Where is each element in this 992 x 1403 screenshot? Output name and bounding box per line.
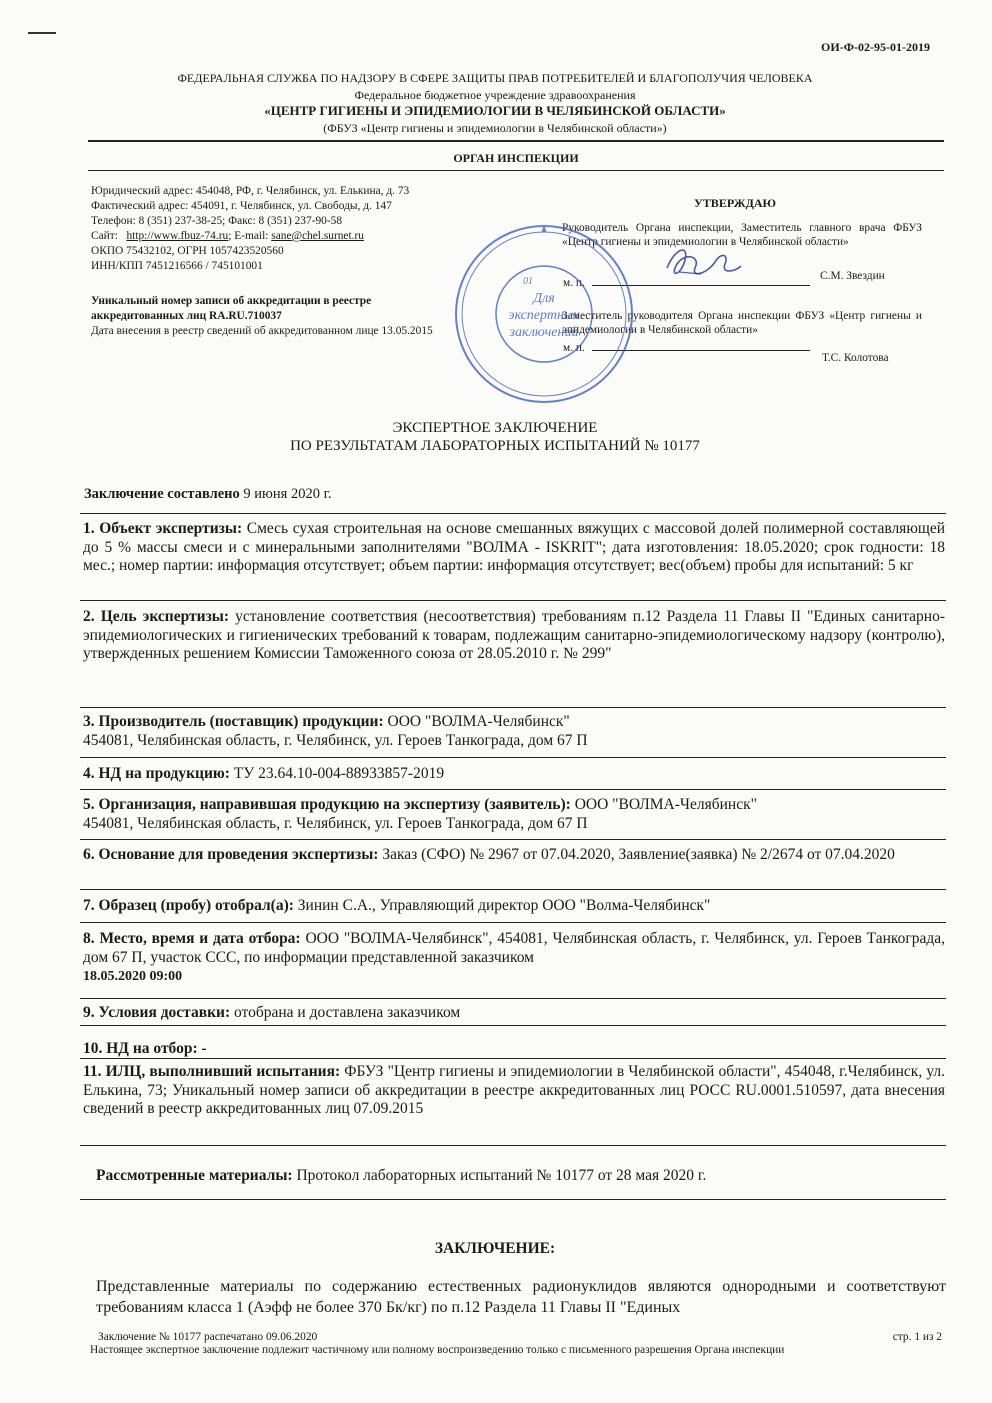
seal-text-2: экспертных bbox=[508, 308, 580, 323]
section-sampling-place bbox=[83, 930, 945, 987]
seal-text-1: Для bbox=[533, 291, 555, 306]
rule-2 bbox=[80, 707, 946, 708]
section-basis-label: 6. Основание для проведения экспертизы: bbox=[83, 846, 379, 863]
rule-6 bbox=[80, 889, 946, 890]
rule-10 bbox=[80, 1058, 946, 1059]
section-applicant bbox=[83, 796, 945, 833]
approve-heading: УТВЕРЖДАЮ bbox=[694, 196, 777, 210]
section-sampler-text: Зинин С.А., Управляющий директор ООО "Волма-Челябинск" bbox=[297, 897, 711, 914]
site-link[interactable]: http://www.fbuz-74.ru bbox=[126, 230, 229, 242]
made-date: 9 июня 2020 г. bbox=[243, 486, 332, 502]
rule-5 bbox=[80, 839, 946, 840]
rule-0 bbox=[80, 513, 946, 514]
section-delivery bbox=[83, 1004, 945, 1023]
document-subtitle: ПО РЕЗУЛЬТАТАМ ЛАБОРАТОРНЫХ ИСПЫТАНИЙ № 10177 bbox=[290, 438, 700, 454]
corner-dash bbox=[28, 32, 56, 34]
okpo-ogrn: ОКПО 75432102, ОГРН 1057423520560 bbox=[91, 245, 284, 257]
signature-scribble bbox=[655, 238, 745, 286]
email-link[interactable]: sane@chel.surnet.ru bbox=[271, 230, 364, 242]
organ-divider bbox=[88, 170, 944, 171]
site-email-line bbox=[91, 229, 409, 244]
organ-title: ОРГАН ИНСПЕКЦИИ bbox=[453, 151, 579, 165]
head-name: С.М. Звездин bbox=[820, 270, 885, 282]
header-divider bbox=[88, 140, 944, 142]
section-sampler-label: 7. Образец (пробу) отобрал(а): bbox=[83, 897, 294, 914]
section-nd-sampling-text: - bbox=[201, 1040, 207, 1057]
deputy-name: Т.С. Колотова bbox=[822, 352, 889, 364]
email-label: ; E-mail: bbox=[228, 230, 269, 242]
rule-3 bbox=[80, 757, 946, 758]
page-number: стр. 1 из 2 bbox=[892, 1331, 942, 1343]
section-nd-product-text: ТУ 23.64.10-004-88933857-2019 bbox=[233, 765, 445, 782]
footer-notice: Настоящее экспертное заключение подлежит частичному или полному воспроизведению только с письменного разрешения Органа инспекции bbox=[90, 1344, 785, 1356]
institution-short-name: (ФБУЗ «Центр гигиены и эпидемиологии в Челябинской области») bbox=[323, 121, 667, 135]
rule-11 bbox=[80, 1145, 946, 1146]
rule-9 bbox=[80, 1025, 946, 1026]
reviewed-materials bbox=[96, 1167, 946, 1186]
section-lab-text: ФБУЗ "Центр гигиены и эпидемиологии в Челябинской области", 454048, г.Челябинск, ул. Елькина, 73; Уникальный номер записи об аккредитации в реестре аккредитованных лиц РОСС RU.0001.510597, дата внесения сведений в реестр аккредитованных лиц 07.09.2015 bbox=[83, 1063, 946, 1117]
round-seal bbox=[452, 222, 636, 406]
section-nd-product bbox=[83, 765, 945, 784]
accreditation-date: Дата внесения в реестр сведений об аккредитованном лице 13.05.2015 bbox=[91, 325, 433, 337]
section-object-label: 1. Объект экспертизы: bbox=[83, 520, 243, 537]
seal-place-1: м. п. bbox=[563, 277, 585, 289]
actual-address: Фактический адрес: 454091, г. Челябинск, ул. Свободы, д. 147 bbox=[91, 200, 392, 212]
seal-place-2: м. п. bbox=[563, 342, 585, 354]
section-producer-label: 3. Производитель (поставщик) продукции: bbox=[83, 713, 384, 730]
section-sampling-place-label: 8. Место, время и дата отбора: bbox=[83, 930, 301, 947]
conclusion-heading: ЗАКЛЮЧЕНИЕ: bbox=[434, 1240, 556, 1257]
document-code: ОИ-Ф-02-95-01-2019 bbox=[821, 40, 930, 54]
rule-8 bbox=[80, 998, 946, 999]
head-title: Руководитель Органа инспекции, Заместитель главного врача ФБУЗ «Центр гигиены и эпидемиологии в Челябинской области» bbox=[562, 222, 922, 248]
rule-12 bbox=[80, 1199, 946, 1200]
seal-text-3: заключений bbox=[509, 325, 579, 340]
institution-type: Федеральное бюджетное учреждение здравоохранения bbox=[354, 88, 636, 102]
section-sampling-date: 18.05.2020 09:00 bbox=[83, 969, 183, 984]
section-nd-sampling bbox=[83, 1040, 945, 1059]
legal-address: Юридический адрес: 454048, РФ, г. Челябинск, ул. Елькина, д. 73 bbox=[91, 185, 410, 197]
accreditation-block bbox=[91, 294, 433, 339]
rule-4 bbox=[80, 789, 946, 790]
agency-name: ФЕДЕРАЛЬНАЯ СЛУЖБА ПО НАДЗОРУ В СФЕРЕ ЗАЩИТЫ ПРАВ ПОТРЕБИТЕЛЕЙ И БЛАГОПОЛУЧИЯ ЧЕЛОВЕКА bbox=[177, 71, 813, 85]
section-applicant-address: 454081, Челябинская область, г. Челябинск, ул. Героев Танкограда, дом 67 П bbox=[83, 814, 588, 832]
section-applicant-text: ООО "ВОЛМА-Челябинск" bbox=[574, 796, 757, 813]
section-nd-sampling-label: 10. НД на отбор: bbox=[83, 1040, 198, 1057]
section-delivery-text: отобрана и доставлена заказчиком bbox=[234, 1004, 461, 1021]
contacts-block bbox=[91, 184, 409, 274]
section-purpose-label: 2. Цель экспертизы: bbox=[83, 608, 230, 625]
phone-fax: Телефон: 8 (351) 237-38-25; Факс: 8 (351) 237-90-58 bbox=[91, 215, 343, 227]
rule-7 bbox=[80, 922, 946, 923]
institution-name: «ЦЕНТР ГИГИЕНЫ И ЭПИДЕМИОЛОГИИ В ЧЕЛЯБИНСКОЙ ОБЛАСТИ» bbox=[264, 103, 726, 118]
section-sampling-place-text: ООО "ВОЛМА-Челябинск", 454081, Челябинская область, г. Челябинск, ул. Героев Танкограда, дом 67 П, участок ССС, по информации представленной заказчиком bbox=[83, 930, 946, 966]
section-lab-label: 11. ИЛЦ, выполнивший испытания: bbox=[83, 1063, 341, 1080]
section-object-text: Смесь сухая строительная на основе смешанных вяжущих с массовой долей полимерной составляющей до 5 % массы смеси и с минеральными заполнителями "ВОЛМА - ISKRIT"; дата изготовления: 18.05.2020; срок годности: 18 мес.; номер партии: информация отсутствует; объем партии: информация отсутствует; вес(объем) пробы для испытаний: 5 кг bbox=[83, 520, 946, 574]
section-producer-address: 454081, Челябинская область, г. Челябинск, ул. Героев Танкограда, дом 67 П bbox=[83, 731, 588, 749]
document-title: ЭКСПЕРТНОЕ ЗАКЛЮЧЕНИЕ bbox=[392, 420, 598, 436]
rule-1 bbox=[80, 600, 946, 601]
made-label: Заключение составлено bbox=[84, 486, 240, 502]
site-label: Сайт: bbox=[91, 230, 118, 242]
conclusion-text: Представленные материалы по содержанию естественных радионуклидов являются однородными и соответствуют требованиям класса 1 (Аэфф не более 370 Бк/кг) по п.12 Раздела 11 Главы II "Единых bbox=[96, 1278, 946, 1316]
section-purpose bbox=[83, 608, 945, 664]
section-delivery-label: 9. Условия доставки: bbox=[83, 1004, 231, 1021]
section-sampler bbox=[83, 897, 945, 916]
accreditation-line2: аккредитованных лиц RA.RU.710037 bbox=[91, 310, 282, 322]
section-producer bbox=[83, 713, 945, 750]
section-producer-text: ООО "ВОЛМА-Челябинск" bbox=[387, 713, 570, 730]
accreditation-line1: Уникальный номер записи об аккредитации в реестре bbox=[91, 295, 372, 307]
inn-kpp: ИНН/КПП 7451216566 / 745101001 bbox=[91, 260, 263, 272]
section-nd-product-label: 4. НД на продукцию: bbox=[83, 765, 230, 782]
section-applicant-label: 5. Организация, направившая продукцию на экспертизу (заявитель): bbox=[83, 796, 571, 813]
section-purpose-text: установление соответствия (несоответствия) требованиям п.12 Раздела 11 Главы II "Единых санитарно-эпидемиологических и гигиенических требований к товарам, подлежащим санитарно-эпидемиологическому надзору (контролю), утвержденных решением Комиссии Таможенного союза от 28.05.2010 г. № 299" bbox=[83, 608, 945, 662]
section-lab bbox=[83, 1063, 945, 1119]
section-basis bbox=[83, 846, 945, 865]
deputy-title: Заместитель руководителя Органа инспекции ФБУЗ «Центр гигиены и эпидемиологии в Челябинской области» bbox=[562, 310, 922, 336]
section-basis-text: Заказ (СФО) № 2967 от 07.04.2020, Заявление(заявка) № 2/2674 от 07.04.2020 bbox=[382, 846, 895, 863]
reviewed-materials-text: Протокол лабораторных испытаний № 10177 от 28 мая 2020 г. bbox=[296, 1167, 707, 1184]
seal-number: 01 bbox=[523, 276, 533, 287]
made-line bbox=[84, 486, 332, 503]
section-object bbox=[83, 520, 945, 576]
footer-doc-info: Заключение № 10177 распечатано 09.06.2020 bbox=[98, 1331, 318, 1343]
reviewed-materials-label: Рассмотренные материалы: bbox=[96, 1167, 293, 1184]
